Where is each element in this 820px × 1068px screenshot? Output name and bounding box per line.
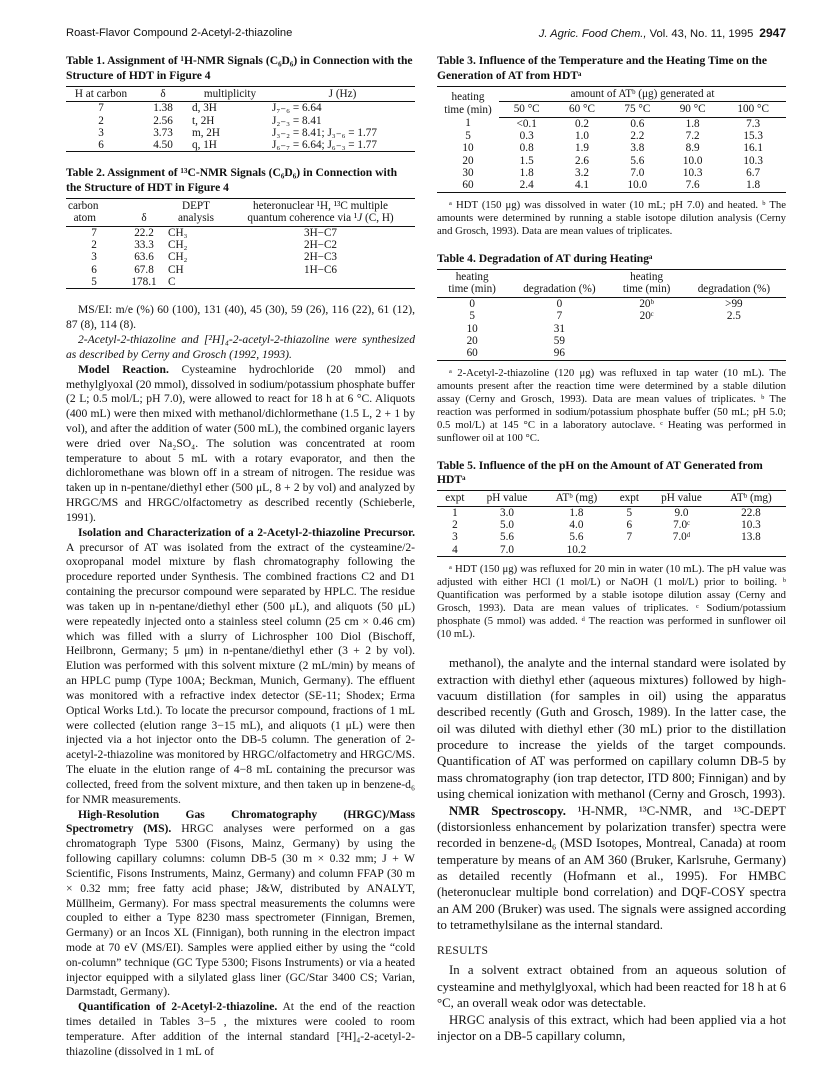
table-cell: 2H−C2 (303, 239, 338, 252)
table-cell: m, 2H (192, 126, 220, 139)
table-cell: 60 (462, 179, 474, 192)
table-cell: 1.8 (685, 117, 700, 130)
table2-header: heteronuclear ¹H, ¹³C multiple quantum coherence via ¹J (C, H) (226, 198, 415, 226)
table-cell: 2 (98, 114, 104, 127)
results-paragraph-1: In a solvent extract obtained from an aqueous solution of cysteamine and methylglyoxal, which had been reacted for 18 h at 6 °C, an overall weak odor was detectable. (437, 963, 786, 1011)
table2-header: δ (122, 198, 166, 226)
table-row (66, 264, 415, 276)
table-cell: 31 (553, 322, 565, 335)
table-row (66, 102, 415, 115)
nmr-text: ¹H-NMR, ¹³C-NMR, and ¹³C-DEPT (distorsionless enhancement by polarization transfer) spectra were recorded in benzene-d₆ (MSD Isotopes, Montreal, Canada) at room temperature by means of an AM 360 (Bruker, Karlsruhe, Germany) as detailed recently (Hofmann et al., 1995). For HMBC (heteronuclear multiple bond correlation) and DQF-COSY spectra an AM 200 (Bruker) was used. The signals were assigned according to tetramethylsilane as the internal standard. (437, 803, 787, 933)
table-row (437, 347, 786, 360)
table-cell (716, 544, 786, 557)
table-cell: 3.0 (500, 506, 515, 519)
table-cell: 3.2 (575, 166, 589, 179)
table5-caption: Table 5. Influence of the pH on the Amount of AT Generated from HDTᵃ (437, 458, 763, 486)
journal-citation (539, 26, 786, 41)
table-cell: 7.6 (685, 179, 700, 192)
quantification-text: At the end of the reaction times detailed in Tables 3−5 , the mixtures were cooled to room temperature. After addition of the internal standard [²H]₄-2-acetyl-2-thiazoline (dissolved in 1 mL of (66, 1000, 415, 1058)
table-cell: 5.0 (500, 518, 515, 531)
table3-footnote: ᵃ HDT (150 μg) was dissolved in water (10 mL; pH 7.0) and heated. ᵇ The amounts were determined by running a stable isotope dilution analysis (Cerny and Grosch, 1993). Data are mean values of triplicates. (437, 198, 786, 237)
table-cell: 13.8 (741, 531, 761, 544)
table-cell: J₂₋₃ = 8.41 (272, 114, 322, 127)
table-cell: 20ᶜ (639, 310, 654, 323)
table-row (437, 297, 786, 310)
table-cell: 22.8 (741, 506, 761, 519)
hrgc-paragraph (66, 808, 415, 1001)
table-cell: 10 (462, 142, 474, 155)
table-cell: 0 (469, 297, 475, 310)
table-row (437, 506, 786, 519)
table-cell: 2.5 (726, 310, 741, 323)
table-row (437, 544, 786, 557)
table-cell: >99 (725, 297, 743, 310)
table2-header: DEPT analysis (166, 198, 226, 226)
table-cell: 67.8 (134, 263, 154, 276)
results-heading: RESULTS (437, 943, 489, 957)
table-row (437, 155, 786, 167)
table-cell: d, 3H (192, 102, 217, 115)
table-cell: 2 (91, 239, 97, 252)
hrgc-text: HRGC analyses were performed on a gas chromatograph Type 5300 (Fisons, Mainz, Germany) by using the following capillary columns: column DB-5 (30 m × 0.32 mm; J + W Scientific, Fisons Instruments, Mainz, Germany) and column FFAP (30 m × 0.32 mm; free fatty acid phase; J&W, distributed by ANALYT, Müllheim, Germany). For mass spectral measurements the columns were coupled to either a Type 8230 mass spectrometer (Finnigan, Bremen, Germany) or an Incos XL (Finnigan), both running in the electron impact mode at 70 eV (MS/EI). Samples were applied either by using the “cold on-column” technique (GC Type 5300; Fisons Instruments) or via a heated injector equipped with a silylated glass liner (GC/Star 3400 CS; Varian, Darmstadt, Germany). (66, 822, 415, 999)
nmr-paragraph (437, 803, 786, 934)
isolation-text: A precursor of AT was isolated from the extract of the cysteamine/2-oxopropanal model mixture by flash chromatography following the procedure reported under Synthesis. The combined fractions C2 and D1 containing the precursor compound were separated by HPLC. The residue was taken up in n-pentane/diethyl ether (500 μL), and aliquots (50 μL) were repeatedly injected onto a stainless steel column (25 cm × 0.46 cm) which was filled with a slurry of Lichrospher 100 Diol (Bischoff, Heilbronn, Germany; 5 μm) in n-pentane/diethyl ether (3 + 2 by vol). Elution was performed with this solvent mixture (2 mL/min) by means of an HPLC pump (Type 100A; Beckman, Munich, Germany). The effluent was monitored with a refractive index detector (SE-11; Shodex; Erma Optical Works Ltd.). To locate the precursor compound, fractions of 1 mL were collected (elution range 3−15 mL), and aliquots (1 μL) were then injected via a hot injector onto the DB-5 column. The generation of 2-acetyl-2-thiazoline was monitored by HRGC/olfactometry and HRGC/MS. The eluate in the elution range of 4−8 mL containing the precursor was collected, freed from the solvent mixture, and then taken up in benzene-d₆ for NMR measurements. (66, 540, 415, 806)
table2-caption: Table 2. Assignment of ¹³C-NMR Signals (C₆D₆) in Connection with the Structure of HDT in Figure 4 (66, 166, 398, 194)
table-cell (611, 347, 681, 360)
table-cell: 10.3 (682, 166, 703, 179)
model-reaction-paragraph (66, 363, 415, 526)
table-cell (611, 335, 681, 347)
table-cell: 7 (98, 102, 104, 115)
table-cell: 10 (466, 322, 478, 335)
table-cell: 2.6 (575, 154, 589, 167)
table-cell: 1.8 (746, 179, 761, 192)
table-cell: 1.0 (575, 130, 589, 143)
table-cell: 9.0 (674, 506, 689, 519)
quantification-heading: Quantification of 2-Acetyl-2-thiazoline. (78, 1000, 278, 1014)
table-cell: 0.3 (519, 130, 534, 143)
table4 (437, 269, 786, 361)
table-cell: 5 (469, 310, 475, 323)
table-cell: 60 (466, 347, 478, 360)
table3-temp-header: 50 °C (499, 102, 554, 118)
table-cell: 3H−C7 (303, 226, 338, 239)
table-row (66, 115, 415, 127)
table-cell: 4.1 (575, 179, 589, 192)
table-cell: C (168, 276, 176, 289)
table-cell: 7.0ᶜ (673, 518, 690, 531)
table-cell: 2 (452, 518, 458, 531)
table-cell (226, 276, 415, 289)
table5-header: ATᵇ (mg) (716, 491, 786, 507)
model-reaction-heading: Model Reaction. (78, 362, 169, 376)
table3-temp-header: 75 °C (610, 102, 665, 118)
page-number: 2947 (759, 26, 786, 40)
left-column (66, 54, 415, 1059)
table-cell: 22.2 (134, 226, 154, 239)
table-cell: 4.50 (153, 139, 173, 152)
table-cell: 7 (626, 531, 633, 544)
table-cell: 1.8 (569, 506, 584, 519)
table-cell: 7 (556, 310, 563, 323)
table-cell: 7.0ᵈ (672, 531, 691, 544)
table-cell: 6 (91, 263, 97, 276)
table-cell: CH₂ (168, 251, 188, 264)
table-cell: 59 (553, 334, 565, 347)
table-row (437, 117, 786, 130)
table-cell: 96 (553, 347, 565, 360)
table-cell: 2.4 (519, 179, 534, 192)
table-cell (647, 544, 716, 557)
table-row (437, 519, 786, 531)
table-cell: q, 1H (192, 139, 217, 152)
table5-header: expt (437, 491, 473, 507)
table3 (437, 86, 786, 193)
table-cell: 7.2 (685, 130, 700, 143)
table-cell (611, 544, 647, 557)
table-cell: 1.38 (153, 102, 173, 115)
table4-header: heating time (min) (611, 269, 681, 297)
synthesis-note: 2-Acetyl-2-thiazoline and [²H]₄-2-acetyl-2-thiazoline were synthesized as described by Cerny and Grosch (1992, 1993). (66, 333, 415, 361)
table-cell (682, 323, 786, 335)
table-row (437, 335, 786, 347)
table-row (437, 323, 786, 335)
table1-caption: Table 1. Assignment of ¹H-NMR Signals (C₆D₆) in Connection with the Structure of HDT in Figure 4 (66, 54, 413, 82)
results-paragraph-2: HRGC analysis of this extract, which had been applied via a hot injector on a DB-5 capillary column, (437, 1012, 786, 1043)
table5-header: pH value (647, 491, 716, 507)
table-cell: 178.1 (131, 276, 157, 289)
quantification-paragraph (66, 1000, 415, 1059)
table-cell: 1 (465, 117, 471, 130)
table-cell: 10.3 (741, 518, 761, 531)
quantification-continued: methanol), the analyte and the internal standard were isolated by extraction with diethyl ether (aqueous mixtures) followed by high-vacuum distillation (for samples in oil) using the apparatus described recently (Guth and Grosch, 1989). In the latter case, the oil was diluted with diethyl ether (30 mL) prior to the distillation procedure to increase the yields of the target compounds. Quantification of AT was performed on capillary column DB-5 by mass chromatography (ion trap detector, ITD 800; Finnigan) and by using chemical ionization with methanol (Cerny and Grosch, 1993). (437, 656, 786, 802)
table5-footnote: ᵃ HDT (150 μg) was refluxed for 20 min in water (10 mL). The pH value was adjusted with either HCl (1 mol/L) or NaOH (1 mol/L) prior to boiling. ᵇ Quantification was performed by a stable isotope dilution assay (Cerny and Grosch, 1993). Data are mean values of triplicates. ᶜ Sodium/potassium phosphate (5 mmol) was added. ᵈ The reaction was performed in sunflower oil (10 mL). (437, 562, 786, 641)
table-cell (611, 323, 681, 335)
table-row (66, 139, 415, 152)
table1-header: H at carbon (66, 86, 136, 102)
table-cell: 7.3 (746, 117, 761, 130)
table-cell: <0.1 (516, 117, 537, 130)
table-cell: CH₂ (168, 239, 188, 252)
table4-header: heating time (min) (437, 269, 507, 297)
right-column (437, 54, 786, 1059)
table-cell: 5 (465, 130, 471, 143)
table-cell: J₃₋₂ = 8.41; J₃₋₆ = 1.77 (272, 126, 377, 139)
table-cell: 1.5 (519, 154, 534, 167)
table-cell: 5.6 (630, 154, 645, 167)
table3-span-header: amount of ATᵇ (μg) generated at (499, 86, 786, 102)
table-cell: CH₃ (168, 226, 188, 239)
table-cell: 2H−C3 (303, 251, 338, 264)
table-cell: 6 (626, 518, 633, 531)
journal-volume: Vol. 43, No. 11, 1995 (649, 28, 754, 40)
table-cell: 0 (556, 297, 563, 310)
table-cell: 20 (462, 154, 474, 167)
table-cell: 2.56 (153, 114, 173, 127)
hrgc-heading: High-Resolution Gas Chromatography (HRGC)/Mass Spectrometry (MS). (66, 807, 415, 836)
table-row (66, 226, 415, 239)
model-reaction-text: Cysteamine hydrochloride (20 mmol) and methylglyoxal (20 mmol), dissolved in sodium/potassium phosphate buffer (2 L; 0.5 mol/L; pH 7.0), were allowed to react for 18 h at 6 °C. Aliquots (400 mL) were then mixed with methanol/dichlormethane (1.5 L, 2 + 1 by vol), and after the addition of water (500 mL), the combined organic layers were dried over Na₂SO₄. The solution was concentrated at room temperature to about 5 mL with a rotary evaporator, and then the dichloromethane was blown off in a stream of nitrogen. The residue was taken up in n-pentane/diethyl ether (500 μL, 8 + 2 by vol) and analyzed by HRGC/MS and HRGC/olfactometry as described recently (Schieberle, 1991). (66, 362, 415, 524)
isolation-heading: Isolation and Characterization of a 2-Acetyl-2-thiazoline Precursor. (78, 525, 415, 539)
table-row (437, 130, 786, 142)
table-cell: 3 (98, 126, 104, 139)
table-cell: 63.6 (134, 251, 154, 264)
table1-header: multiplicity (190, 86, 270, 102)
table-cell: 3.8 (630, 142, 645, 155)
table-cell: 3 (91, 251, 97, 264)
table-cell (682, 347, 786, 360)
table-cell: 8.9 (685, 142, 700, 155)
table-cell: CH (168, 263, 184, 276)
table-cell: 0.8 (519, 142, 534, 155)
table-cell: 5.6 (500, 531, 515, 544)
table-cell: 5 (626, 506, 633, 519)
table-row (437, 167, 786, 179)
table-row (437, 179, 786, 192)
table-cell: 5.6 (569, 531, 584, 544)
table1 (66, 86, 415, 153)
table-cell (682, 335, 786, 347)
table-cell: 16.1 (743, 142, 763, 155)
table5 (437, 490, 786, 557)
table-cell: 0.6 (630, 117, 645, 130)
table-cell: 3 (452, 531, 458, 544)
table-cell: J₆₋₇ = 6.64; J₆₋₃ = 1.77 (272, 139, 377, 152)
table3-caption: Table 3. Influence of the Temperature and the Heating Time on the Generation of AT from HDTᵃ (437, 54, 768, 82)
table-cell: 2.2 (630, 130, 645, 143)
table-cell: 0.2 (575, 117, 589, 130)
table-row (437, 310, 786, 322)
isolation-paragraph (66, 526, 415, 808)
table-cell: 7.0 (500, 543, 515, 556)
table-cell: 7.0 (630, 166, 645, 179)
table2 (66, 198, 415, 290)
table-row (66, 251, 415, 263)
running-title: Roast-Flavor Compound 2-Acetyl-2-thiazoline (66, 27, 293, 39)
table-cell: 10.0 (627, 179, 648, 192)
table-cell: 10.3 (743, 154, 763, 167)
table-cell: J₇₋₆ = 6.64 (272, 102, 322, 115)
table-cell: 1 (452, 506, 458, 519)
table-row (437, 531, 786, 543)
table-cell: 5 (91, 276, 97, 289)
table-cell: 6 (98, 139, 104, 152)
table3-temp-header: 90 °C (665, 102, 720, 118)
table-cell: 1.8 (519, 166, 534, 179)
table-cell: 20ᵇ (639, 297, 654, 310)
table-cell: 6.7 (746, 166, 761, 179)
table3-header-time: heating time (min) (444, 91, 492, 116)
table-cell: 4 (452, 543, 458, 556)
table4-footnote: ᵃ 2-Acetyl-2-thiazoline (120 μg) was refluxed in tap water (10 mL). The amounts present after the reaction time were determined by a stable dilution assay (Cerny and Grosch, 1993). Data are mean values of triplicates. ᵇ The reaction was performed in sodium/potassium phosphate buffer (50 mL; pH 5.0; 0.5 mol/L) at 145 °C in a laboratory autoclave. ᶜ Heating was performed in sunflower oil at 100 °C. (437, 366, 786, 444)
nmr-heading: NMR Spectroscopy. (449, 803, 566, 818)
table-cell: 30 (462, 166, 474, 179)
table-cell: 4.0 (569, 518, 584, 531)
table-cell: 7 (91, 226, 97, 239)
table-cell: 10.2 (566, 543, 587, 556)
table4-header: degradation (%) (507, 269, 611, 297)
table4-caption: Table 4. Degradation of AT during Heatingᵃ (437, 251, 653, 265)
ms-data: MS/EI: m/e (%) 60 (100), 131 (40), 45 (30), 59 (26), 116 (22), 61 (12), 87 (8), 114 (8). (66, 303, 415, 332)
table-cell: 1.9 (575, 142, 589, 155)
table-cell: 15.3 (743, 130, 763, 143)
table-row (66, 276, 415, 289)
table1-header: δ (136, 86, 190, 102)
table-row (66, 127, 415, 139)
table-row (437, 142, 786, 154)
journal-name: J. Agric. Food Chem., (538, 28, 647, 40)
table3-temp-header: 60 °C (554, 102, 609, 118)
table5-header: ATᵇ (mg) (541, 491, 611, 507)
table-cell: 1H−C6 (303, 263, 338, 276)
table-cell: 3.73 (153, 126, 173, 139)
table5-header: pH value (473, 491, 542, 507)
table5-header: expt (611, 491, 647, 507)
table-cell: 20 (466, 334, 478, 347)
table2-header: carbon atom (66, 198, 122, 226)
table1-header: J (Hz) (270, 86, 415, 102)
table4-header: degradation (%) (682, 269, 786, 297)
table-row (66, 239, 415, 251)
table-cell: 10.0 (682, 154, 703, 167)
table-cell: t, 2H (192, 114, 215, 127)
table3-temp-header: 100 °C (720, 102, 786, 118)
table-cell: 33.3 (134, 239, 154, 252)
running-header (66, 26, 786, 41)
